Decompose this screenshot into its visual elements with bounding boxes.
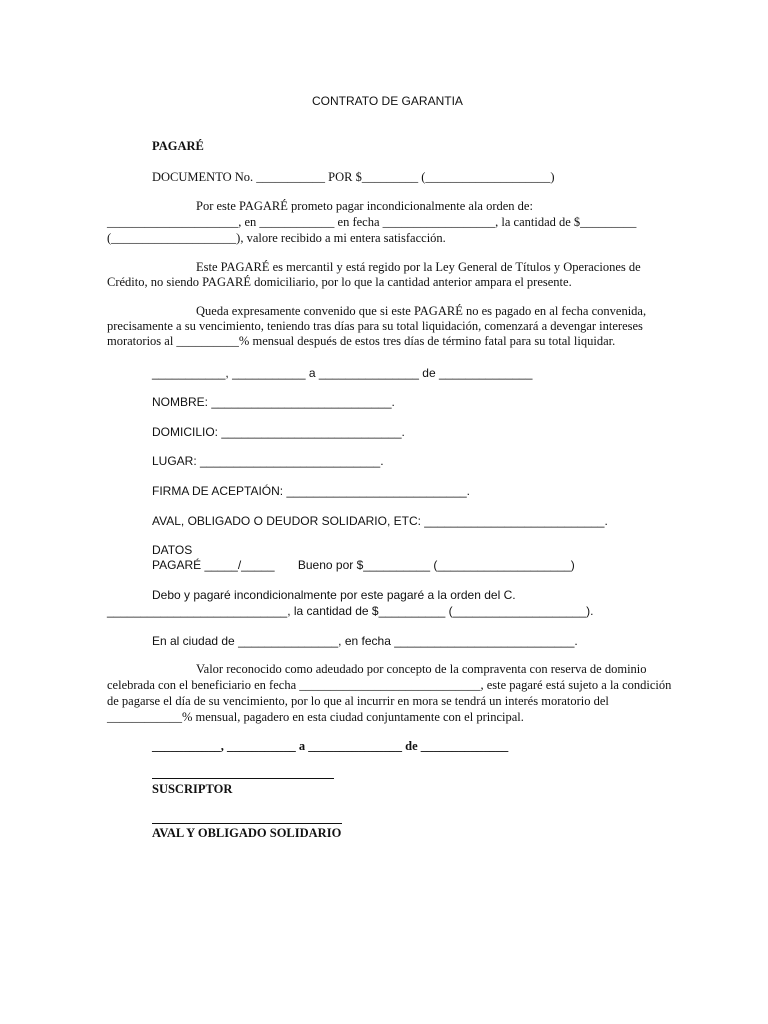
p3-line-2: precisamente a su vencimiento, teniendo tras días para su total liquidación, comenzará a devengar intereses	[107, 319, 643, 333]
nombre-field: NOMBRE: ___________________________.	[152, 395, 395, 409]
p2-line-2: Crédito, no siendo PAGARÉ domiciliario, por lo que la cantidad anterior ampara el presente.	[107, 275, 572, 289]
ciudad-line: En al ciudad de _______________, en fecha ___________________________.	[152, 634, 578, 648]
firma-field: FIRMA DE ACEPTAIÓN: ___________________________.	[152, 484, 470, 498]
lugar-field: LUGAR: ___________________________.	[152, 454, 384, 468]
suscriptor-signature-line	[152, 778, 334, 779]
aval-signature-line	[152, 823, 342, 824]
debo-line-2: ___________________________, la cantidad de $__________ (____________________).	[107, 604, 594, 618]
domicilio-field: DOMICILIO: ___________________________.	[152, 425, 405, 439]
valor-line-1: Valor reconocido como adeudado por concepto de la compraventa con reserva de dominio	[196, 662, 647, 676]
datos-label: DATOS	[152, 543, 193, 557]
pagare-heading: PAGARÉ	[152, 139, 204, 153]
valor-line-4: ____________% mensual, pagadero en esta ciudad conjuntamente con el principal.	[107, 710, 524, 724]
date-line-1: ___________, ___________ a _______________ de ______________	[152, 366, 533, 380]
p1-line-2: _____________________, en ____________ en fecha __________________, la cantidad de $_________	[107, 215, 637, 229]
aval-field: AVAL, OBLIGADO O DEUDOR SOLIDARIO, ETC: ___________________________.	[152, 514, 608, 528]
valor-line-3: de pagarse el día de su vencimiento, por lo que al incurrir en mora se tendrá un interés moratorio del	[107, 694, 609, 708]
p3-line-3: moratorios al __________% mensual después de estos tres días de término fatal para su total liquidar.	[107, 334, 616, 348]
suscriptor-label: SUSCRIPTOR	[152, 782, 233, 796]
p1-line-3: (____________________), valore recibido a mi entera satisfacción.	[107, 231, 446, 245]
p2-line-1: Este PAGARÉ es mercantil y está regido por la Ley General de Títulos y Operaciones de	[196, 260, 641, 274]
date-line-2: ___________, ___________ a _______________ de ______________	[152, 739, 509, 753]
aval-solidario-label: AVAL Y OBLIGADO SOLIDARIO	[152, 826, 342, 840]
datos-pagare-line: PAGARÉ _____/_____ Bueno por $__________ (____________________)	[152, 558, 575, 572]
documento-line: DOCUMENTO No. ___________ POR $_________ (____________________)	[152, 170, 555, 184]
document-title: CONTRATO DE GARANTIA	[312, 94, 463, 108]
p3-line-1: Queda expresamente convenido que si este PAGARÉ no es pagado en al fecha convenida,	[196, 304, 647, 318]
debo-line-1: Debo y pagaré incondicionalmente por este pagaré a la orden del C.	[152, 588, 516, 602]
p1-line-1: Por este PAGARÉ prometo pagar incondicionalmente ala orden de:	[196, 199, 533, 213]
valor-line-2: celebrada con el beneficiario en fecha _____________________________, este pagaré está sujeto a la condición	[107, 678, 672, 692]
